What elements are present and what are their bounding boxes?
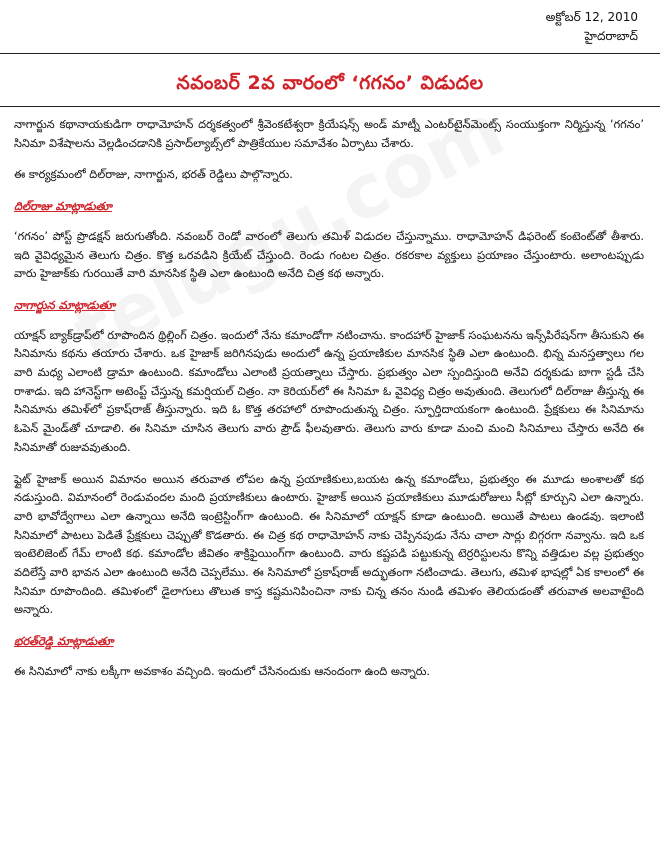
subheading-nagarjuna: నాగార్జున మాట్లాడుతూ <box>14 298 116 312</box>
paragraph-nagarjuna-2: ఫ్లైట్ హైజాక్ అయిన విమానం అయిన తరువాత లోపల ఉన్న ప్రయాణికులు,బయట ఉన్న కమాండోలు, ప్రభుత్వం ఈ మూడు అంశాలతో కథ నడుస్తుంది. విమానంలో రెండువందల మంది ప్రయాణికులు ఉంటారు. హైజాక్ అయిన ప్రయాణికులు మూడురోజులు సీట్లో కూర్చుని ఎలా ఉన్నారు. వారి భావోద్వేగాలు ఎలా ఉన్నాయి అనేది ఇంట్రెస్టింగ్‌గా ఉంటుంది. ఈ సినిమాలో యాక్షన్ కూడా ఉంటుంది. అయితే పాటలు ఉండవు. ఇలాంటి సినిమాలో పాటలు పెడితే ప్రేక్షకులు చెప్పుతో కొడతారు. ఈ చిత్ర కథ రాధామోహన్ నాకు చెప్పినపుడు నేను చాలా సార్లు బిగ్గరగా నవ్వాను. ఇది ఒక ఇంటెలిజెంట్ గేమ్ లాంటి కథ. కమాండోల జీవితం శాక్రిఫైయింగ్‌గా ఉంటుంది. వారు కష్టపడి పట్టుకున్న టెర్రరిస్టులను కొన్ని వత్తిడుల వల్ల ప్రభుత్వం వదిలేస్తే వారి భావన ఎలా ఉంటుంది అనేది చెప్పలేము. ఈ సినిమాలో ప్రకాష్‌రాజ్ అద్భుతంగా నటించాడు. తెలుగు, తమిళ భాషల్లో ఏక కాలంలో ఈ సినిమా రూపొందింది. తమిళంలో డైలాగులు తొలుత కాస్త కష్టమనిపించినా నాకు చిన్న తనం నుండి తమిళం తెలియడంతో తరువాత అలవాటైంది అన్నారు. <box>14 472 644 617</box>
subheading-bharat-reddy: భరత్‌రెడ్డి మాట్లాడుతూ <box>14 635 114 649</box>
paragraph-dilraju: ‘గగనం’ పోస్ట్ ప్రొడక్షన్ జరుగుతోంది. నవంబర్ రెండో వారంలో తెలుగు తమిళ్ విడుదల చేస్తున్నాము. రాధామోహన్ డిఫరెంట్ కంటెంట్‌తో తీశారు. ఇది వైవిధ్యమైన తెలుగు చిత్రం. కొత్త ఒరవడిని క్రియేట్ చేస్తుంది. రెండు గంటల చిత్రం. రకరకాల వ్యక్తులు ప్రయాణం చేస్తుంటారు. అలాంటప్పుడు వారు హైజాక్‌కు గురయితే వారి మానసిక స్థితి ఎలా ఉంటుంది అనేది చిత్ర కథ అన్నారు. <box>14 229 644 281</box>
dateline <box>546 8 638 46</box>
place: హైదరాబాద్ <box>584 29 638 43</box>
subheading-dilraju: దిల్‌రాజు మాట్లాడుతూ <box>14 200 112 214</box>
paragraph-bharat-reddy: ఈ సినిమాలో నాకు లక్కీగా అవకాశం వచ్చింది. ఇందులో చేసినందుకు ఆనందంగా ఉంది అన్నారు. <box>14 664 430 678</box>
paragraph-intro: నాగార్జున కథానాయకుడిగా రాధామోహన్ దర్శకత్వంలో శ్రీవెంకటేశ్వరా క్రియేషన్స్ అండ్ మాట్నీ ఎంటర్‌టైన్‌మెంట్స్ సంయుక్తంగా నిర్మిస్తున్న ‘గగనం’ సినిమా విశేషాలను వెల్లడించడానికి ప్రసాద్‌ల్యాబ్స్‌లో పాత్రికేయుల సమావేశం ఏర్పాటు చేశారు. <box>14 118 644 150</box>
top-divider <box>0 53 660 54</box>
paragraph-nagarjuna-1: యాక్షన్ బ్యాక్‌డ్రాప్‌లో రూపొందిన థ్రిల్లింగ్ చిత్రం. ఇందులో నేను కమాండోగా నటించాను. కాందహార్ హైజాక్ సంఘటనను ఇన్స్‌పిరేషన్‌గా తీసుకుని ఈ సినిమాను కథను తయారు చేశారు. ఒక హైజాక్ జరిగినపుడు అందులో ఉన్న ప్రయాణికుల మానసిక స్థితి ఎలా ఉంటుంది. భిన్న మనస్తత్వాలు గల వారి మధ్య ఎలాంటి డ్రామా ఉంటుంది. కమాండోలు ఎలాంటి ప్రయత్నాలు చేస్తారు. ప్రభుత్వం ఎలా స్పందిస్తుంది అనేవి దర్శకుడు బాగా స్టడీ చేసి రాశాడు. ఇది హానెస్ట్‌గా అటెంప్ట్ చేస్తున్న కమర్షియల్ చిత్రం. నా కెరియర్‌లో ఈ సినిమా ఓ వైవిధ్య చిత్రం అవుతుంది. తెలుగులో దిల్‌రాజు తీస్తున్న ఈ సినిమాను తమిళ్‌లో ప్రకాష్‌రాజ్ తీస్తున్నారు. ఇది ఓ కొత్త తరహాలో రూపొందుతున్న చిత్రం. స్ఫూర్తిదాయకంగా ఉంటుంది. ప్రేక్షకులు ఈ సినిమాను ఓపెన్ మైండ్‌తో చూడాలి. ఈ సినిమా చూసిన తెలుగు వారు ప్రౌడ్ ఫీలవుతారు. తెలుగు వారు కూడా మంచి మంచి సినిమాలు చేస్తారు అనేది ఈ సినిమాతో రుజువవుతుంది. <box>14 328 644 454</box>
headline: నవంబర్ 2వ వారంలో ‘గగనం’ విడుదల <box>176 72 484 94</box>
headline-divider <box>0 106 660 107</box>
date: అక్టోబర్ 12, 2010 <box>545 10 638 24</box>
paragraph-attendees: ఈ కార్యక్రమంలో దిల్‌రాజు, నాగార్జున, భరత్ రెడ్డిలు పాల్గొన్నారు. <box>14 168 293 182</box>
article-body <box>14 116 644 695</box>
